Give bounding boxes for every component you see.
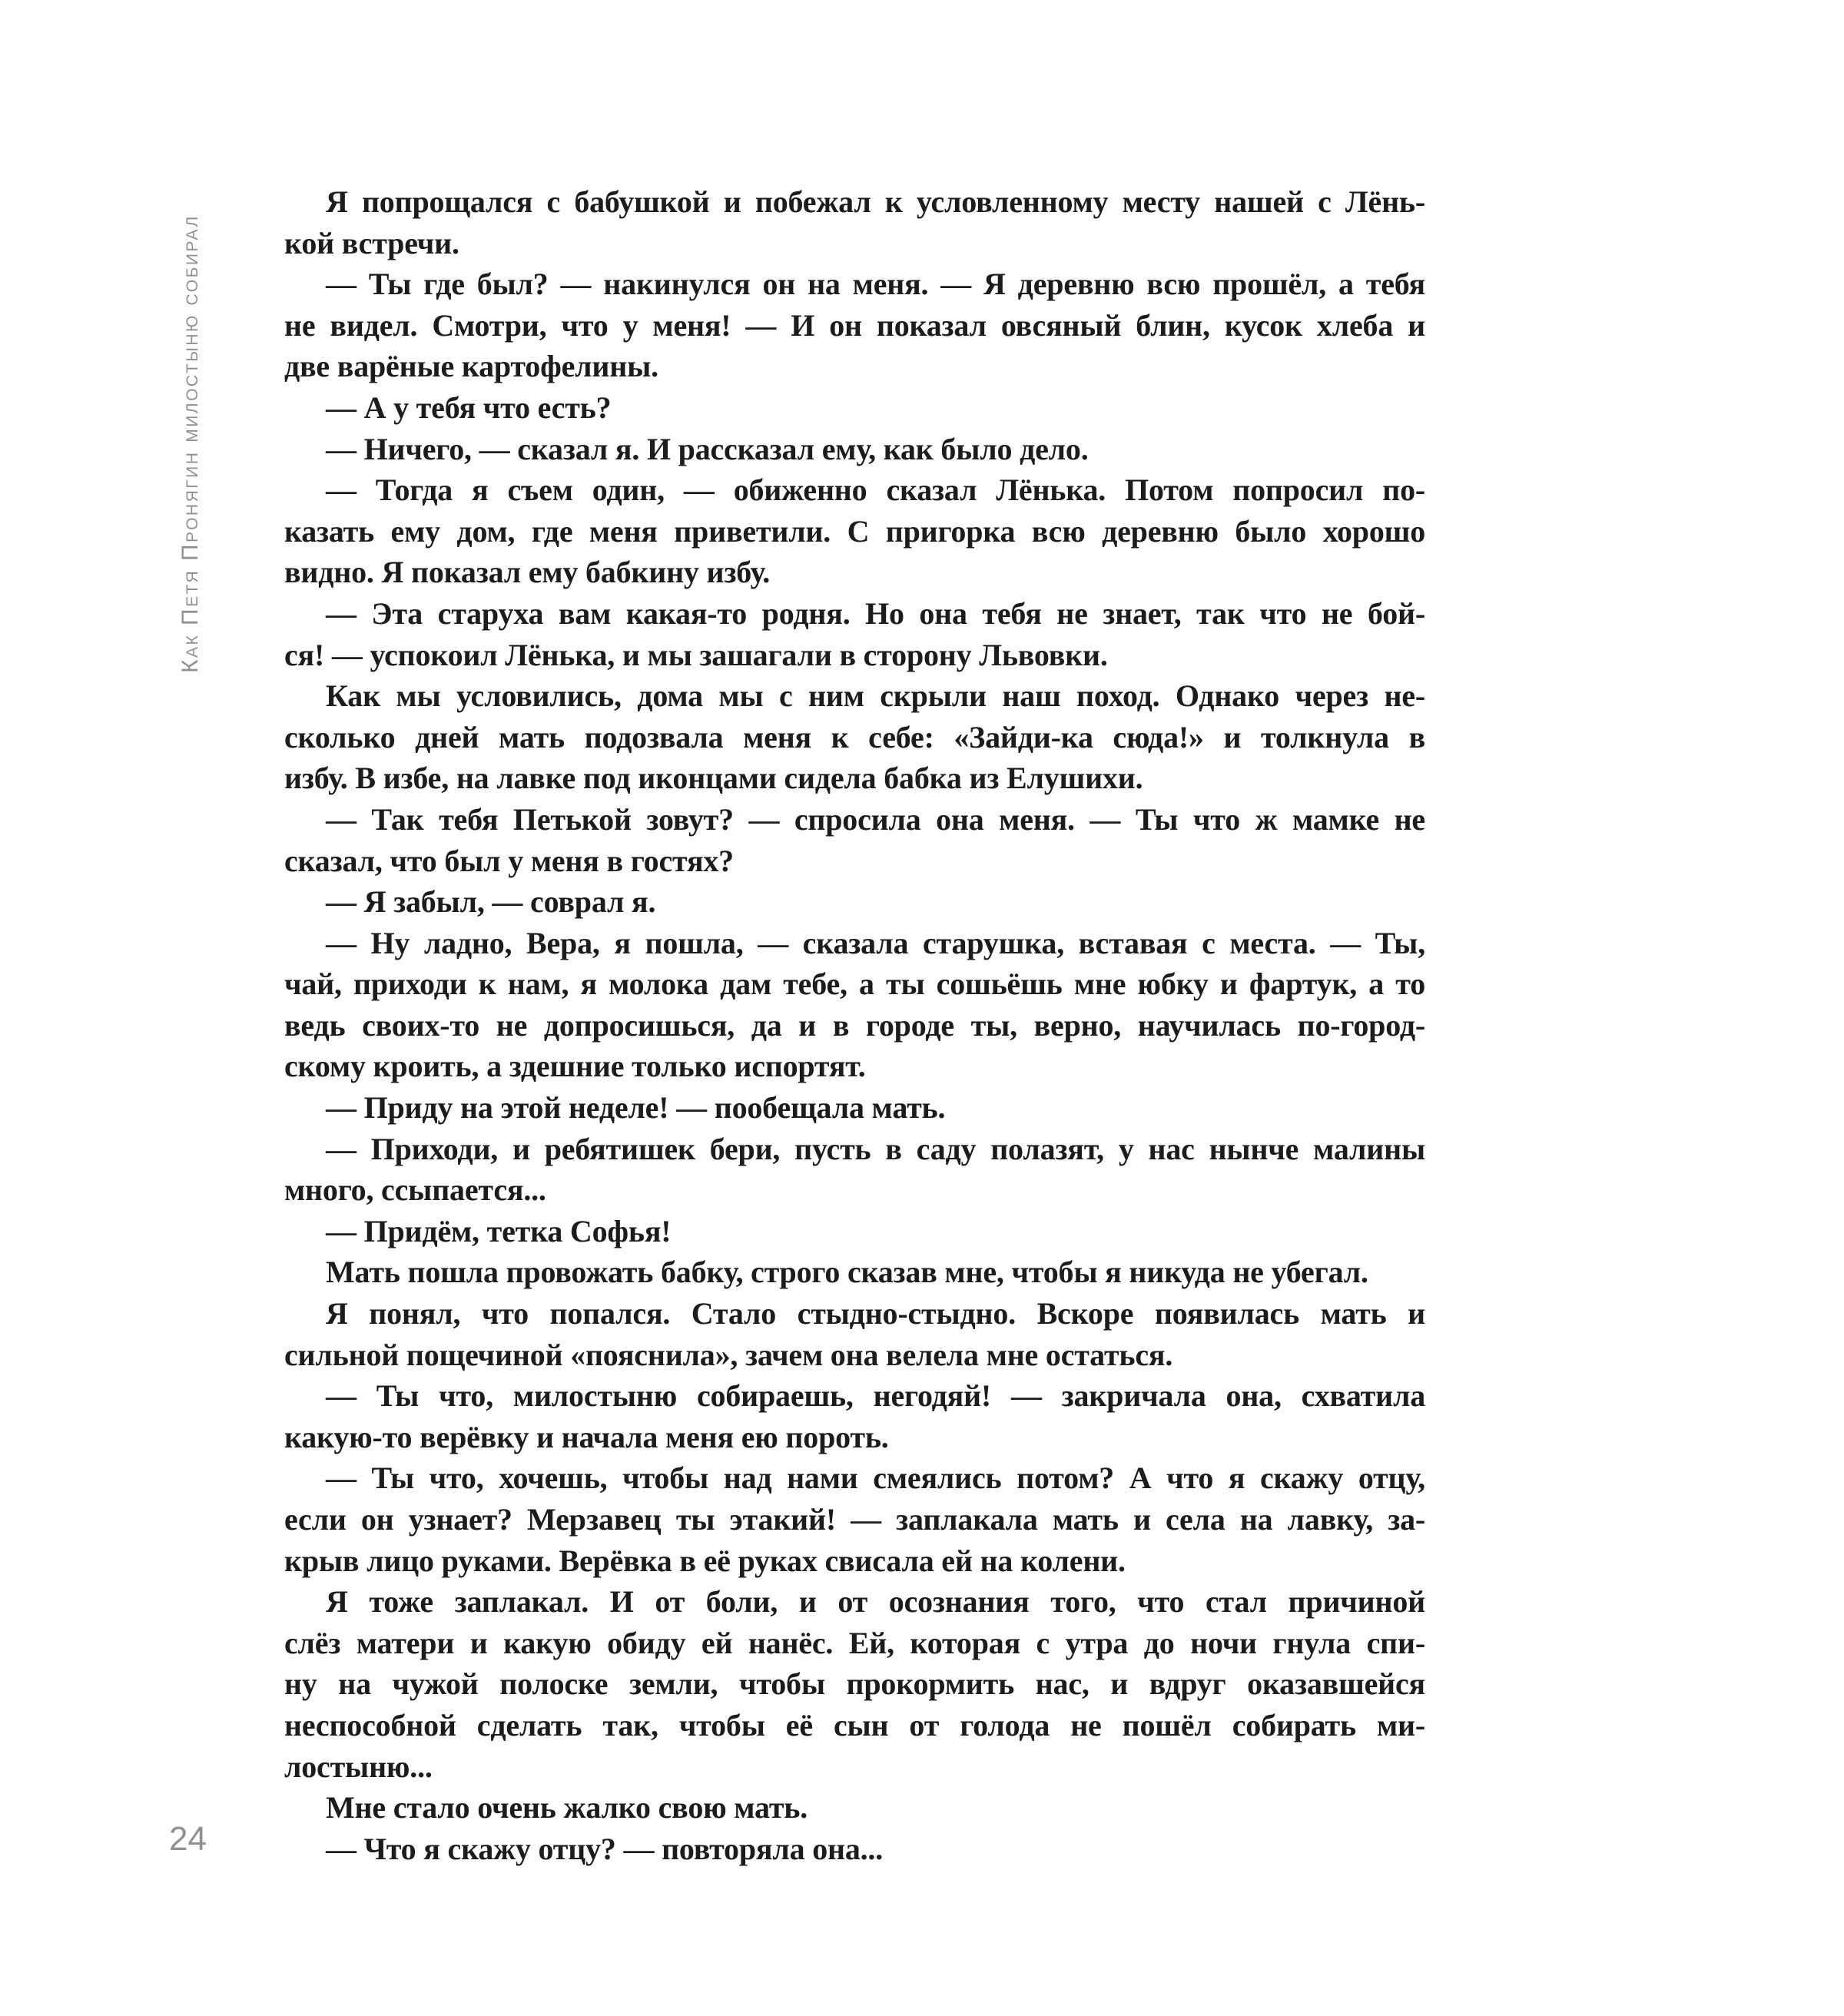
- body-text: [284, 181, 1425, 1869]
- text-line: ну на чужой полоске земли, чтобы прокормить нас, и вдруг оказавшейся: [284, 1666, 1425, 1702]
- text-line: много, ссыпается...: [284, 1172, 546, 1208]
- page-number: 24: [169, 1820, 207, 1858]
- text-line: — Ну ладно, Вера, я пошла, — сказала старушка, вставая с места. — Ты,: [326, 925, 1425, 960]
- text-line: чай, приходи к нам, я молока дам тебе, а ты сошьёшь мне юбку и фартук, а то: [284, 967, 1425, 1002]
- text-line: ся! — успокоил Лёнька, и мы зашагали в сторону Львовки.: [284, 637, 1108, 672]
- text-line: Я тоже заплакал. И от боли, и от осознания того, что стал причиной: [326, 1584, 1425, 1620]
- text-line: если он узнает? Мерзавец ты этакий! — заплакала мать и села на лавку, за-: [284, 1502, 1425, 1537]
- text-line: Я понял, что попался. Стало стыдно-стыдно. Вскоре появилась мать и: [326, 1296, 1425, 1331]
- text-line: ведь своих-то не допросишься, да и в городе ты, верно, научилась по-город-: [284, 1007, 1425, 1043]
- text-line: две варёные картофелины.: [284, 349, 658, 384]
- text-line: Как мы условились, дома мы с ним скрыли наш поход. Однако через не-: [326, 678, 1425, 714]
- text-line: неспособной сделать так, чтобы её сын от голода не пошёл собирать ми-: [284, 1707, 1425, 1742]
- text-line: — Что я скажу отцу? — повторяла она...: [326, 1831, 884, 1866]
- text-line: — Придём, тетка Софья!: [326, 1213, 672, 1248]
- text-line: Я попрощался с бабушкой и побежал к условленному месту нашей с Лёнь-: [326, 184, 1425, 219]
- text-line: сильной пощечиной «пояснила», зачем она велела мне остаться.: [284, 1337, 1173, 1372]
- text-line: лостыню...: [284, 1749, 433, 1784]
- text-line: избу. В избе, на лавке под иконцами сидела бабка из Елушихи.: [284, 761, 1143, 796]
- text-line: сказал, что был у меня в гостях?: [284, 843, 734, 878]
- text-line: — Эта старуха вам какая-то родня. Но она тебя не знает, так что не бой-: [326, 595, 1425, 631]
- text-line: — Ничего, — сказал я. И рассказал ему, как было дело.: [326, 431, 1089, 466]
- text-line: слёз матери и какую обиду ей нанёс. Ей, которая с утра до ночи гнула спи-: [284, 1625, 1425, 1660]
- text-line: кой встречи.: [284, 225, 459, 260]
- text-line: — Ты где был? — накинулся он на меня. — Я деревню всю прошёл, а тебя: [326, 267, 1425, 302]
- text-line: казать ему дом, где меня приветили. С пригорка всю деревню было хорошо: [284, 513, 1425, 549]
- text-line: — А у тебя что есть?: [326, 390, 612, 425]
- text-line: скому кроить, а здешние только испортят.: [284, 1049, 866, 1084]
- text-line: — Тогда я съем один, — обиженно сказал Лёнька. Потом попросил по-: [326, 472, 1425, 508]
- text-line: сколько дней мать подозвала меня к себе: «Зайди-ка сюда!» и толкнула в: [284, 719, 1425, 754]
- text-line: — Я забыл, — соврал я.: [326, 884, 656, 920]
- text-line: — Ты что, милостыню собираешь, негодяй! — закричала она, схватила: [326, 1378, 1425, 1414]
- text-line: Мне стало очень жалко свою мать.: [326, 1790, 808, 1825]
- text-line: — Так тебя Петькой зовут? — спросила она меня. — Ты что ж мамке не: [326, 801, 1425, 837]
- text-line: — Приходи, и ребятишек бери, пусть в саду полазят, у нас нынче малины: [326, 1131, 1425, 1166]
- text-line: — Ты что, хочешь, чтобы над нами смеялись потом? А что я скажу отцу,: [326, 1461, 1425, 1496]
- sidebar-running-title: Как Петя Пронягин милостыню собирал: [177, 214, 203, 673]
- text-line: не видел. Смотри, что у меня! — И он показал овсяный блин, кусок хлеба и: [284, 307, 1425, 343]
- text-line: крыв лицо руками. Верёвка в её руках свисала ей на колени.: [284, 1543, 1126, 1578]
- text-line: Мать пошла провожать бабку, строго сказав мне, чтобы я никуда не убегал.: [326, 1255, 1368, 1290]
- text-line: какую-то верёвку и начала меня ею пороть.: [284, 1419, 889, 1454]
- text-line: — Приду на этой неделе! — пообещала мать.: [326, 1090, 946, 1126]
- text-line: видно. Я показал ему бабкину избу.: [284, 555, 771, 590]
